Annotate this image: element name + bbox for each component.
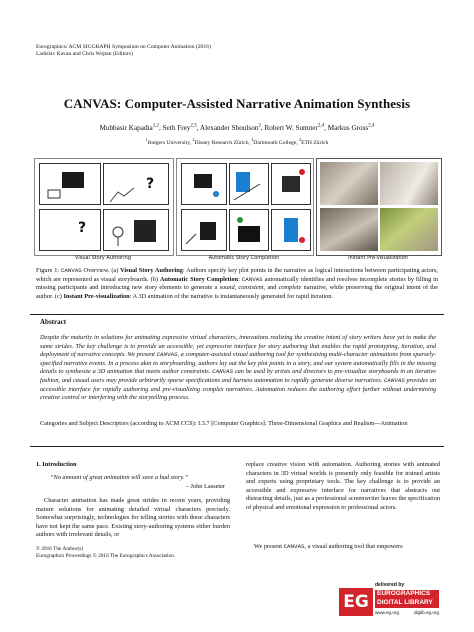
eg-url-link[interactable]: www.eg.org	[375, 610, 400, 615]
author: Mubbasir Kapadia	[99, 124, 153, 132]
ccs-categories: Categories and Subject Descriptors (according to ACM CCS): I.3.7 [Computer Graphics]: Three-Dimensional Graphics and Realism—Animation	[40, 420, 408, 427]
render-frame	[320, 162, 378, 205]
storyboard-frame	[39, 163, 101, 205]
panel-previsualization	[316, 158, 442, 256]
library-urls	[375, 610, 439, 615]
abstract-bottom-rule	[30, 446, 444, 447]
author: Markus Gross	[327, 124, 369, 132]
venue-line: Eurographics/ ACM SIGGRAPH Symposium on Computer Animation (2016)	[36, 44, 211, 50]
storyboard-frame	[39, 209, 101, 251]
abstract-top-rule	[30, 314, 444, 315]
author: Alexander Shoulson	[199, 124, 259, 132]
epigraph-quote: “No amount of great animation will save a bad story.”	[50, 474, 188, 481]
render-frame	[380, 162, 438, 205]
copyright-footer: © 2016 The Author(s) Eurographics Proceedings © 2016 The Eurographics Association.	[36, 546, 176, 559]
author: Robert W. Sumner	[264, 124, 318, 132]
storyboard-frame	[271, 163, 311, 205]
panel-story-completion	[176, 158, 314, 256]
affiliation: Rutgers University	[147, 140, 190, 146]
panel-story-authoring	[34, 158, 174, 256]
storyboard-frame	[181, 209, 227, 251]
storyboard-frame	[229, 209, 269, 251]
storyboard-frame	[181, 163, 227, 205]
storyboard-frame	[103, 209, 169, 251]
storyboard-frame	[229, 163, 269, 205]
paper-title: CANVAS: Computer-Assisted Narrative Animation Synthesis	[63, 96, 411, 111]
figure-caption: Figure 1: CANVAS Overview. (a) Visual Story Authoring: Authors specify key plot points in the narrative as logical interactions between participating actors, which are represented as visual storyboards. (b) Automatic Story Completion: CANVAS automatically identifies and resolves incomplete stories by filling in missing participants and introducing new story elements to generate a sound, consistent, and complete narrative, while preserving the original intent of the author. (c) Instant Pre-visualization: A 3D animation of the narrative is instantaneously generated for rapid iteration.	[36, 267, 439, 300]
library-name: EUROGRAPHICS DIGITAL LIBRARY	[375, 590, 439, 608]
digital-library-badge[interactable]	[339, 582, 439, 620]
abstract-heading: Abstract	[40, 318, 67, 326]
epigraph-author: – John Lasseter	[185, 483, 225, 490]
storyboard-sketch-icon	[104, 210, 168, 250]
eg-logo-icon: EG	[339, 588, 373, 616]
figure-label: Instant Pre-visualization	[348, 255, 408, 261]
figure-label: Visual Story Authoring	[75, 255, 131, 261]
editors-line: Ladislav Kavan and Chris Wojtan (Editors)	[36, 51, 133, 57]
column-left	[36, 497, 230, 540]
delivered-by-label: delivered by	[375, 582, 405, 588]
abstract-body: Despite the maturity in solutions for animating expressive virtual characters, innovations realizing the creative intent of story writers have yet to make the same strides. The key challenge is to provide an accessible, yet expressive interface for story authoring that enables the rapid prototyping, iteration, and deployment of narrative concepts. We present CANVAS, a computer-assisted visual authoring tool for synthesizing multi-character animations from sparsely-specified narrative events. In a process akin to storyboarding, authors lay out the key plot points in a story, and our system automatically fills in the missing details to synthesize a 3D animation that meets author constraints. CANVAS can be used by artists and directors to pre-visualize storyboards in an iterative fashion, and casual users may provide arbitrarily sparse specifications and harness automation to rapidly generate diverse narratives. CANVAS provides an accessible interface for rapidly authoring and pre-visualizing complex narratives. Automation reduces the authoring effort further without undermining creative control or interfering with the storytelling process.	[40, 334, 436, 402]
affiliation: Dartmouth College	[253, 140, 297, 146]
affiliation-list: $^1$Rutgers University, $^2$Disney Research Zürich, $^3$Dartmouth College, $^4$ETH Zürich	[145, 138, 329, 146]
author-list: Mubbasir Kapadia$^{1,2}$, Seth Frey$^{2,3}$, Alexander Shoulson$^2$, Robert W. Sumner$^{2,4}$, Markus Gross$^{2,4}$	[99, 123, 375, 132]
missing-event-icon: ?	[146, 176, 155, 192]
storyboard-sketch-icon	[40, 164, 100, 204]
paragraph: Character animation has made great strides in recent years, providing mature solutions for animating detailed virtual characters precisely. Somewhat surprisingly, technologies for telling stories with these characters have not kept the same pace. Existing story-authoring systems either burden authors with irrelevant details, or	[36, 497, 230, 539]
missing-event-icon: ?	[78, 220, 87, 236]
paragraph: replace creative vision with automation. Authoring stories with animated characters in 3D virtual worlds is presently only feasible for trained artists and experts using proprietary tools. The key challenge is to provide an accessible and expressive interface for narratives that abstracts out distracting details, just as a professional screenwriter leaves the specification of physical and emotional expression to professional actors.	[246, 461, 440, 511]
column-right	[246, 461, 440, 513]
render-frame	[380, 208, 438, 251]
figure-label: Automatic Story Completion	[208, 255, 280, 261]
storyboard-frame	[271, 209, 311, 251]
section-heading: 1. Introduction	[36, 461, 77, 468]
affiliation: Disney Research Zürich	[194, 140, 249, 146]
teaser-figure	[34, 158, 440, 262]
diglib-url-link[interactable]: diglib.eg.org	[413, 610, 439, 615]
affiliation: ETH Zürich	[301, 140, 329, 146]
render-frame	[320, 208, 378, 251]
author: Seth Frey	[162, 124, 191, 132]
paragraph: We present CANVAS, a visual authoring tool that empowers	[254, 543, 403, 550]
storyboard-frame	[103, 163, 169, 205]
